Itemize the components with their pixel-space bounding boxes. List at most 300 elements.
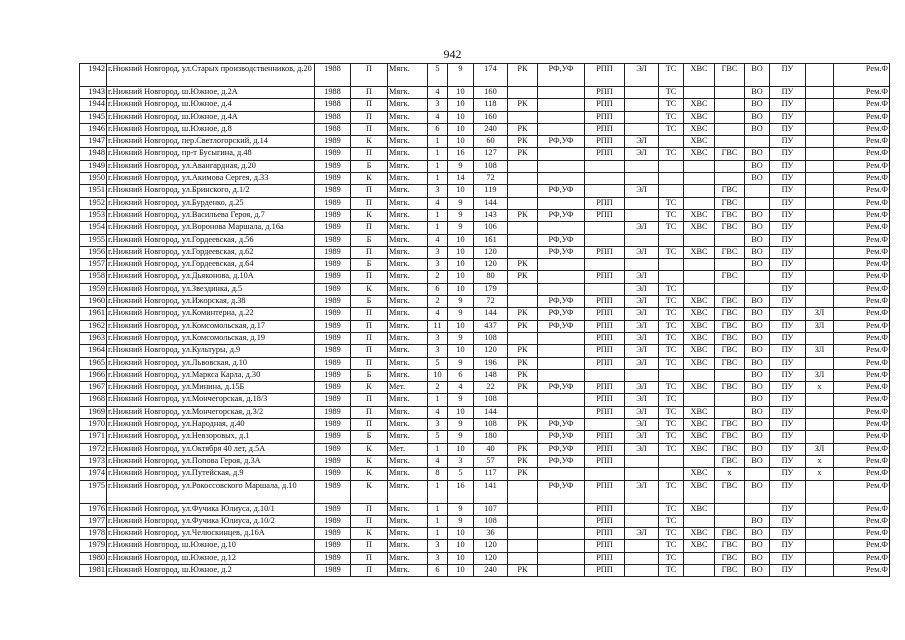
cell-metering: ПУ	[770, 148, 806, 160]
cell-fund-type: Рем.Ф	[834, 564, 890, 576]
cell-fund-type: Рем.Ф	[834, 528, 890, 540]
cell-repair-facade: РФ,УФ	[538, 234, 585, 246]
cell-repair-roof: РК	[508, 123, 538, 135]
cell-apartments: 160	[474, 87, 508, 99]
cell-repair-facade: РФ,УФ	[538, 419, 585, 431]
cell-repair-elevator: РПП	[585, 357, 625, 369]
page-number: 942	[443, 47, 462, 61]
cell-extra	[806, 540, 834, 552]
cell-row-number: 1955	[80, 234, 107, 246]
cell-heating: ТС	[659, 419, 684, 431]
cell-extra: х	[806, 455, 834, 467]
cell-extra	[806, 394, 834, 406]
cell-year-built: 1989	[315, 431, 351, 443]
cell-wall-type: П	[351, 419, 388, 431]
cell-heating	[659, 369, 684, 381]
cell-cold-water: ХВС	[684, 528, 715, 540]
cell-extra: ЗЛ	[806, 308, 834, 320]
cell-wall-type: Б	[351, 296, 388, 308]
cell-heating: ТС	[659, 443, 684, 455]
table-row	[80, 296, 890, 308]
cell-entrances: 3	[428, 540, 448, 552]
cell-electric: ЭЛ	[625, 480, 659, 503]
cell-wall-type: П	[351, 197, 388, 209]
cell-heating: ТС	[659, 296, 684, 308]
cell-drainage: ВО	[745, 540, 770, 552]
cell-row-number: 1944	[80, 99, 107, 111]
cell-address: г.Нижний Новгород, ул.Звездинка, д.5	[107, 283, 315, 295]
cell-hot-water	[715, 99, 745, 111]
cell-apartments: 437	[474, 320, 508, 332]
cell-repair-facade	[538, 160, 585, 172]
cell-roof-type: Мягк.	[388, 480, 428, 503]
cell-entrances: 3	[428, 259, 448, 271]
cell-entrances: 3	[428, 185, 448, 197]
cell-extra: х	[806, 382, 834, 394]
cell-entrances: 6	[428, 123, 448, 135]
cell-drainage: ВО	[745, 296, 770, 308]
cell-entrances: 1	[428, 160, 448, 172]
cell-floors: 10	[448, 528, 474, 540]
cell-heating: ТС	[659, 564, 684, 576]
cell-floors: 10	[448, 443, 474, 455]
cell-heating: ТС	[659, 431, 684, 443]
cell-extra	[806, 64, 834, 87]
cell-repair-elevator: РПП	[585, 197, 625, 209]
cell-heating: ТС	[659, 552, 684, 564]
cell-fund-type: Рем.Ф	[834, 515, 890, 527]
cell-cold-water: ХВС	[684, 357, 715, 369]
cell-metering: ПУ	[770, 480, 806, 503]
cell-metering: ПУ	[770, 382, 806, 394]
cell-repair-roof: РК	[508, 455, 538, 467]
cell-hot-water	[715, 111, 745, 123]
cell-hot-water	[715, 503, 745, 515]
cell-apartments: 108	[474, 515, 508, 527]
cell-repair-facade	[538, 87, 585, 99]
cell-cold-water	[684, 552, 715, 564]
cell-repair-roof	[508, 197, 538, 209]
cell-heating: ТС	[659, 64, 684, 87]
cell-repair-elevator: РПП	[585, 209, 625, 221]
cell-repair-elevator	[585, 419, 625, 431]
cell-metering: ПУ	[770, 357, 806, 369]
cell-cold-water: ХВС	[684, 382, 715, 394]
table-row	[80, 540, 890, 552]
cell-address: г.Нижний Новгород, ул.Невзоровых, д.1	[107, 431, 315, 443]
cell-apartments: 120	[474, 246, 508, 258]
cell-year-built: 1989	[315, 468, 351, 480]
cell-drainage: ВО	[745, 552, 770, 564]
cell-roof-type: Мягк.	[388, 64, 428, 87]
cell-repair-elevator: РПП	[585, 332, 625, 344]
cell-metering: ПУ	[770, 222, 806, 234]
cell-cold-water	[684, 234, 715, 246]
cell-apartments: 240	[474, 564, 508, 576]
cell-repair-roof	[508, 246, 538, 258]
cell-fund-type: Рем.Ф	[834, 394, 890, 406]
cell-drainage: ВО	[745, 357, 770, 369]
cell-fund-type: Рем.Ф	[834, 173, 890, 185]
cell-repair-elevator: РПП	[585, 111, 625, 123]
cell-entrances: 1	[428, 528, 448, 540]
cell-repair-roof	[508, 111, 538, 123]
cell-repair-elevator	[585, 222, 625, 234]
cell-address: г.Нижний Новгород, ул.Октября 40 лет, д.5А	[107, 443, 315, 455]
cell-fund-type: Рем.Ф	[834, 540, 890, 552]
cell-heating: ТС	[659, 320, 684, 332]
cell-extra	[806, 222, 834, 234]
cell-metering: ПУ	[770, 320, 806, 332]
cell-repair-facade: РФ,УФ	[538, 64, 585, 87]
cell-fund-type: Рем.Ф	[834, 283, 890, 295]
cell-cold-water	[684, 271, 715, 283]
cell-cold-water: ХВС	[684, 332, 715, 344]
cell-electric	[625, 503, 659, 515]
cell-floors: 10	[448, 406, 474, 418]
cell-electric: ЭЛ	[625, 443, 659, 455]
cell-apartments: 36	[474, 528, 508, 540]
cell-electric: ЭЛ	[625, 528, 659, 540]
cell-row-number: 1978	[80, 528, 107, 540]
cell-hot-water: ГВС	[715, 564, 745, 576]
cell-wall-type: П	[351, 332, 388, 344]
cell-wall-type: П	[351, 64, 388, 87]
cell-entrances: 4	[428, 197, 448, 209]
cell-year-built: 1989	[315, 271, 351, 283]
cell-apartments: 179	[474, 283, 508, 295]
cell-hot-water	[715, 394, 745, 406]
cell-roof-type: Мягк.	[388, 406, 428, 418]
cell-row-number: 1964	[80, 345, 107, 357]
cell-roof-type: Мягк.	[388, 503, 428, 515]
cell-repair-elevator: РПП	[585, 455, 625, 467]
table-body	[80, 64, 890, 577]
cell-wall-type: К	[351, 443, 388, 455]
cell-repair-roof: РК	[508, 148, 538, 160]
cell-electric: ЭЛ	[625, 431, 659, 443]
cell-roof-type: Мягк.	[388, 320, 428, 332]
cell-repair-elevator: РПП	[585, 148, 625, 160]
cell-entrances: 4	[428, 406, 448, 418]
cell-hot-water: ГВС	[715, 320, 745, 332]
cell-entrances: 2	[428, 382, 448, 394]
cell-drainage: ВО	[745, 246, 770, 258]
cell-row-number: 1966	[80, 369, 107, 381]
cell-electric	[625, 540, 659, 552]
cell-repair-elevator: РПП	[585, 394, 625, 406]
cell-extra	[806, 99, 834, 111]
cell-electric	[625, 468, 659, 480]
cell-wall-type: К	[351, 455, 388, 467]
cell-row-number: 1970	[80, 419, 107, 431]
cell-apartments: 127	[474, 148, 508, 160]
cell-roof-type: Мягк.	[388, 148, 428, 160]
cell-entrances: 6	[428, 283, 448, 295]
cell-extra	[806, 528, 834, 540]
cell-floors: 9	[448, 222, 474, 234]
cell-apartments: 144	[474, 406, 508, 418]
cell-entrances: 3	[428, 99, 448, 111]
cell-repair-facade	[538, 283, 585, 295]
cell-apartments: 106	[474, 222, 508, 234]
cell-hot-water: ГВС	[715, 552, 745, 564]
cell-row-number: 1960	[80, 296, 107, 308]
cell-electric	[625, 160, 659, 172]
cell-year-built: 1989	[315, 209, 351, 221]
cell-repair-facade: РФ,УФ	[538, 320, 585, 332]
cell-wall-type: Б	[351, 369, 388, 381]
cell-repair-elevator	[585, 259, 625, 271]
cell-floors: 4	[448, 382, 474, 394]
cell-year-built: 1988	[315, 87, 351, 99]
cell-roof-type: Мягк.	[388, 431, 428, 443]
cell-floors: 9	[448, 160, 474, 172]
cell-metering: ПУ	[770, 246, 806, 258]
cell-repair-elevator: РПП	[585, 123, 625, 135]
cell-apartments: 118	[474, 99, 508, 111]
cell-wall-type: П	[351, 185, 388, 197]
cell-apartments: 196	[474, 357, 508, 369]
cell-apartments: 108	[474, 160, 508, 172]
cell-heating	[659, 173, 684, 185]
cell-repair-elevator: РПП	[585, 345, 625, 357]
cell-year-built: 1989	[315, 406, 351, 418]
cell-repair-elevator: РПП	[585, 271, 625, 283]
cell-wall-type: П	[351, 515, 388, 527]
cell-repair-facade	[538, 123, 585, 135]
cell-year-built: 1989	[315, 259, 351, 271]
cell-hot-water	[715, 123, 745, 135]
cell-hot-water: ГВС	[715, 222, 745, 234]
cell-address: г.Нижний Новгород, ул.Гордеевская, д.64	[107, 259, 315, 271]
cell-cold-water: ХВС	[684, 209, 715, 221]
cell-roof-type: Мягк.	[388, 564, 428, 576]
cell-apartments: 117	[474, 468, 508, 480]
cell-entrances: 5	[428, 64, 448, 87]
cell-row-number: 1976	[80, 503, 107, 515]
cell-repair-roof: РК	[508, 357, 538, 369]
cell-year-built: 1989	[315, 246, 351, 258]
cell-row-number: 1981	[80, 564, 107, 576]
cell-repair-facade	[538, 406, 585, 418]
cell-repair-elevator	[585, 234, 625, 246]
cell-floors: 14	[448, 173, 474, 185]
cell-year-built: 1989	[315, 296, 351, 308]
cell-electric: ЭЛ	[625, 283, 659, 295]
cell-fund-type: Рем.Ф	[834, 345, 890, 357]
cell-apartments: 57	[474, 455, 508, 467]
cell-year-built: 1989	[315, 540, 351, 552]
cell-extra	[806, 87, 834, 99]
table-row	[80, 455, 890, 467]
cell-heating: ТС	[659, 528, 684, 540]
cell-electric	[625, 234, 659, 246]
cell-cold-water: ХВС	[684, 222, 715, 234]
cell-roof-type: Мягк.	[388, 185, 428, 197]
table-row	[80, 369, 890, 381]
cell-electric: ЭЛ	[625, 320, 659, 332]
cell-hot-water: ГВС	[715, 64, 745, 87]
cell-heating: ТС	[659, 209, 684, 221]
cell-floors: 16	[448, 480, 474, 503]
cell-extra	[806, 564, 834, 576]
cell-hot-water	[715, 406, 745, 418]
cell-hot-water: ГВС	[715, 382, 745, 394]
cell-hot-water: ГВС	[715, 419, 745, 431]
table-row	[80, 209, 890, 221]
cell-entrances: 1	[428, 503, 448, 515]
cell-extra	[806, 503, 834, 515]
cell-fund-type: Рем.Ф	[834, 357, 890, 369]
cell-drainage	[745, 136, 770, 148]
cell-roof-type: Мягк.	[388, 234, 428, 246]
cell-floors: 10	[448, 540, 474, 552]
cell-fund-type: Рем.Ф	[834, 406, 890, 418]
cell-repair-facade	[538, 259, 585, 271]
cell-repair-roof: РК	[508, 209, 538, 221]
cell-year-built: 1988	[315, 111, 351, 123]
cell-hot-water: ГВС	[715, 443, 745, 455]
cell-hot-water: ГВС	[715, 246, 745, 258]
cell-repair-roof: РК	[508, 564, 538, 576]
cell-drainage: ВО	[745, 419, 770, 431]
cell-year-built: 1988	[315, 123, 351, 135]
cell-heating: ТС	[659, 357, 684, 369]
cell-drainage	[745, 197, 770, 209]
cell-roof-type: Мягк.	[388, 197, 428, 209]
cell-address: г.Нижний Новгород, пр-т Бусыгина, д.48	[107, 148, 315, 160]
cell-drainage: ВО	[745, 455, 770, 467]
cell-heating: ТС	[659, 382, 684, 394]
cell-heating: ТС	[659, 87, 684, 99]
table-row	[80, 246, 890, 258]
cell-wall-type: П	[351, 503, 388, 515]
cell-row-number: 1946	[80, 123, 107, 135]
cell-repair-elevator: РПП	[585, 136, 625, 148]
cell-repair-roof	[508, 552, 538, 564]
cell-electric	[625, 111, 659, 123]
cell-drainage: ВО	[745, 123, 770, 135]
cell-cold-water	[684, 394, 715, 406]
cell-metering: ПУ	[770, 419, 806, 431]
cell-metering: ПУ	[770, 455, 806, 467]
cell-floors: 3	[448, 455, 474, 467]
cell-repair-facade: РФ,УФ	[538, 443, 585, 455]
cell-hot-water: ГВС	[715, 148, 745, 160]
cell-row-number: 1953	[80, 209, 107, 221]
cell-entrances: 3	[428, 246, 448, 258]
cell-drainage: ВО	[745, 111, 770, 123]
cell-cold-water: ХВС	[684, 123, 715, 135]
cell-heating	[659, 136, 684, 148]
cell-cold-water: ХВС	[684, 419, 715, 431]
cell-repair-facade: РФ,УФ	[538, 209, 585, 221]
cell-entrances: 4	[428, 111, 448, 123]
cell-apartments: 143	[474, 209, 508, 221]
cell-repair-elevator: РПП	[585, 320, 625, 332]
cell-hot-water	[715, 87, 745, 99]
cell-entrances: 1	[428, 480, 448, 503]
cell-apartments: 144	[474, 308, 508, 320]
cell-heating: ТС	[659, 345, 684, 357]
cell-cold-water: ХВС	[684, 148, 715, 160]
cell-row-number: 1965	[80, 357, 107, 369]
cell-repair-elevator	[585, 283, 625, 295]
cell-address: г.Нижний Новгород, ш.Южное, д.4	[107, 99, 315, 111]
cell-drainage	[745, 468, 770, 480]
cell-address: г.Нижний Новгород, ул.Фучика Юлиуса, д.10/2	[107, 515, 315, 527]
cell-apartments: 120	[474, 345, 508, 357]
table-row	[80, 515, 890, 527]
cell-electric	[625, 123, 659, 135]
cell-metering: ПУ	[770, 296, 806, 308]
cell-extra	[806, 406, 834, 418]
cell-wall-type: П	[351, 222, 388, 234]
cell-floors: 10	[448, 283, 474, 295]
cell-fund-type: Рем.Ф	[834, 552, 890, 564]
cell-electric: ЭЛ	[625, 394, 659, 406]
cell-repair-facade	[538, 222, 585, 234]
cell-heating	[659, 234, 684, 246]
cell-extra	[806, 515, 834, 527]
cell-extra	[806, 431, 834, 443]
cell-electric: ЭЛ	[625, 406, 659, 418]
cell-electric	[625, 99, 659, 111]
cell-floors: 10	[448, 136, 474, 148]
cell-address: г.Нижний Новгород, ул.Бринского, д.1/2	[107, 185, 315, 197]
cell-hot-water: ГВС	[715, 296, 745, 308]
cell-row-number: 1942	[80, 64, 107, 87]
cell-cold-water: ХВС	[684, 64, 715, 87]
cell-drainage: ВО	[745, 259, 770, 271]
table-row	[80, 283, 890, 295]
cell-wall-type: К	[351, 136, 388, 148]
cell-extra	[806, 332, 834, 344]
cell-address: г.Нижний Новгород, ул.Минина, д.15Б	[107, 382, 315, 394]
cell-address: г.Нижний Новгород, ул.Васильева Героя, д.7	[107, 209, 315, 221]
cell-cold-water: ХВС	[684, 246, 715, 258]
cell-cold-water	[684, 283, 715, 295]
cell-extra	[806, 209, 834, 221]
cell-drainage: ВО	[745, 148, 770, 160]
cell-entrances: 11	[428, 320, 448, 332]
cell-extra	[806, 185, 834, 197]
cell-repair-roof	[508, 394, 538, 406]
table-row	[80, 357, 890, 369]
cell-floors: 9	[448, 308, 474, 320]
cell-drainage: ВО	[745, 173, 770, 185]
cell-entrances: 1	[428, 173, 448, 185]
cell-hot-water	[715, 259, 745, 271]
cell-repair-roof	[508, 515, 538, 527]
cell-entrances: 4	[428, 234, 448, 246]
cell-heating: ТС	[659, 540, 684, 552]
cell-roof-type: Мягк.	[388, 259, 428, 271]
cell-year-built: 1989	[315, 480, 351, 503]
cell-address: г.Нижний Новгород, ул.Челюскинцев, д.16А	[107, 528, 315, 540]
cell-electric: ЭЛ	[625, 332, 659, 344]
cell-roof-type: Мягк.	[388, 123, 428, 135]
cell-repair-facade	[538, 111, 585, 123]
cell-extra	[806, 197, 834, 209]
cell-wall-type: Б	[351, 160, 388, 172]
table-row	[80, 111, 890, 123]
cell-metering: ПУ	[770, 540, 806, 552]
cell-hot-water	[715, 160, 745, 172]
cell-year-built: 1989	[315, 503, 351, 515]
cell-hot-water: ГВС	[715, 345, 745, 357]
